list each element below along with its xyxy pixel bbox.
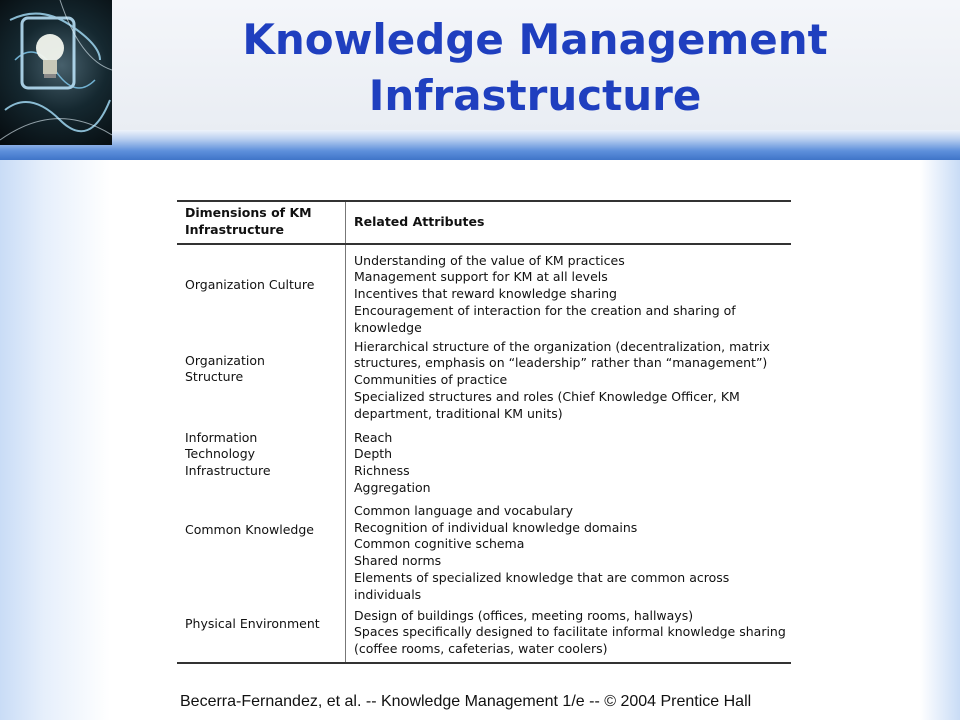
- slide-title-line-2: Infrastructure: [368, 71, 702, 120]
- attributes-cell: [346, 497, 792, 604]
- attribute-line: Communities of practice: [354, 372, 508, 388]
- attribute-line: Recognition of individual knowledge domains: [354, 519, 638, 535]
- dimension-label: Information: [185, 429, 258, 445]
- attribute-line: Elements of specialized knowledge that are common across: [354, 569, 730, 585]
- dimension-label: Structure: [185, 369, 244, 385]
- attribute-line: Common cognitive schema: [354, 536, 525, 552]
- attribute-line: department, traditional KM units): [354, 405, 563, 421]
- table-row: [177, 244, 791, 337]
- dimension-cell: [177, 497, 346, 604]
- attribute-line: Depth: [354, 446, 393, 462]
- table-row: [177, 337, 791, 423]
- table-header-row: [177, 201, 791, 244]
- attributes-cell: [346, 337, 792, 423]
- attribute-line: Richness: [354, 463, 410, 479]
- dimension-cell: [177, 337, 346, 423]
- header-dimensions-line: Dimensions of KM: [185, 205, 312, 220]
- attribute-line: knowledge: [354, 319, 422, 335]
- left-edge-gradient: [0, 160, 110, 720]
- attribute-line: Incentives that reward knowledge sharing: [354, 286, 617, 302]
- attribute-line: Understanding of the value of KM practices: [354, 252, 625, 268]
- attribute-line: structures, emphasis on “leadership” rather than “management”): [354, 355, 768, 371]
- dimension-label: Infrastructure: [185, 463, 271, 479]
- dimension-cell: [177, 244, 346, 337]
- attribute-line: Specialized structures and roles (Chief Knowledge Officer, KM: [354, 388, 740, 404]
- table-row: [177, 497, 791, 604]
- dimension-label: Organization Culture: [185, 276, 315, 292]
- attribute-line: (coffee rooms, cafeterias, water coolers): [354, 641, 608, 657]
- slide-title-line-1: Knowledge Management: [242, 15, 828, 64]
- dimension-label: Physical Environment: [185, 615, 320, 631]
- dimension-label: Technology: [185, 446, 256, 462]
- dimension-cell: [177, 604, 346, 663]
- attributes-cell: [346, 244, 792, 337]
- attribute-line: Encouragement of interaction for the creation and sharing of: [354, 302, 736, 318]
- slide-title: [130, 12, 940, 124]
- attribute-line: Common language and vocabulary: [354, 502, 574, 518]
- right-edge-gradient: [920, 160, 960, 720]
- attribute-line: Design of buildings (offices, meeting rooms, hallways): [354, 607, 694, 623]
- attribute-line: Management support for KM at all levels: [354, 269, 608, 285]
- attributes-cell: [346, 604, 792, 663]
- km-infrastructure-table: [177, 200, 791, 664]
- table-row: [177, 423, 791, 497]
- attribute-line: Aggregation: [354, 479, 431, 495]
- lightbulb-icon: [0, 0, 112, 145]
- footer-citation: Becerra-Fernandez, et al. -- Knowledge Management 1/e -- © 2004 Prentice Hall: [180, 693, 752, 710]
- attribute-line: Shared norms: [354, 553, 442, 569]
- dimension-label: Organization: [185, 352, 265, 368]
- header-related-attributes: Related Attributes: [354, 213, 485, 229]
- attribute-line: individuals: [354, 586, 422, 602]
- attributes-cell: [346, 423, 792, 497]
- table-row: [177, 604, 791, 663]
- header-dimensions: [177, 201, 346, 244]
- attribute-line: Reach: [354, 429, 393, 445]
- attribute-line: Spaces specifically designed to facilitate informal knowledge sharing: [354, 624, 786, 640]
- dimension-label: Common Knowledge: [185, 521, 314, 537]
- dimension-cell: [177, 423, 346, 497]
- header-dimensions-line: Infrastructure: [185, 221, 284, 237]
- banner-blue-band: [0, 130, 960, 160]
- attribute-line: Hierarchical structure of the organization (decentralization, matrix: [354, 338, 770, 354]
